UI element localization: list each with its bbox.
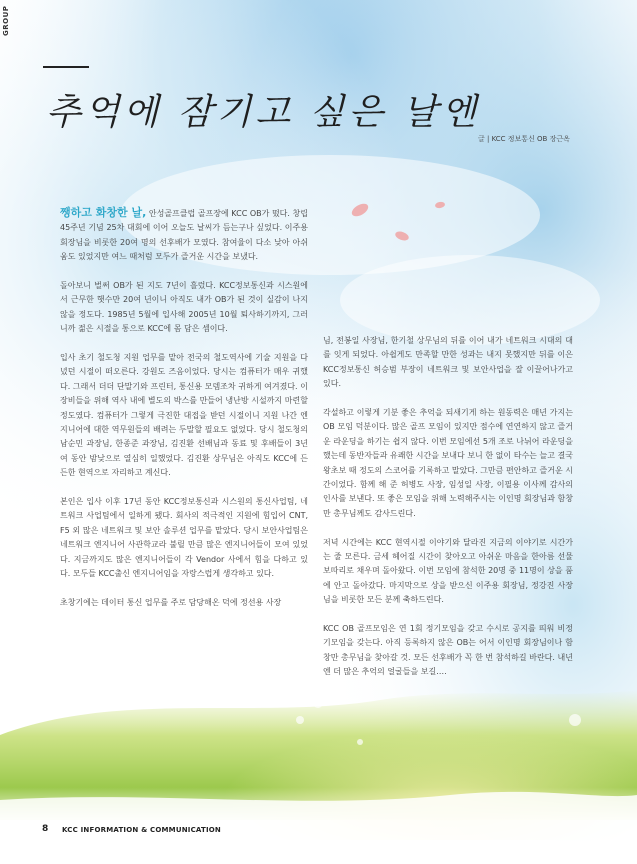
paragraph: 입사 초기 철도청 지원 업무를 맡아 전국의 철도역사에 기술 지원을 다녔던 시절이 떠오른다. 강원도 즈음이었다. 당시는 컴퓨터가 매우 귀했다. 그래서 더더 단말기와 프린터, 통신용 모뎀조차 귀하게 여겨졌다. 이 장비들을 위해 역사 내에 별도의 박스를 만들어 냉난방 시설까지 마련할 정도였다. 컴퓨터가 그렇게 극진한 대접을 받던 시절이니 지원 나간 엔지니어에 대한 역무원들의 배려는 두말할 필요도 없었다. 당시 철도청의 남순민 과장님, 한종준 과장님, 김진환 선배님과 동료 및 후배들이 3년여 동안 밤낮으로 열심히 일했었다. 김진환 상무님은 아직도 KCC에 든든한 현역으로 자리하고 계신다. [60,353,308,478]
lead-phrase: 쨍하고 화창한 날, [60,206,147,219]
left-column [60,206,308,625]
byline: 글 | KCC 정보통신 OB 장근옥 [478,135,570,143]
paragraph-text: 안성골프클럽 골프장에 KCC OB가 떴다. 창립 45주년 기념 25차 대회에 이어 오늘도 날씨가 듬는구나 싶었다. 이주용 회장님을 비롯한 20여 명의 선후배가 모였다. 참여율이 다소 낮아 아쉬움도 있었지만 여느 때처럼 모두가 즐거운 시간을 보냈다. [60,209,308,262]
title-rule [43,66,89,68]
paragraph: 각설하고 이렇게 기분 좋은 추억을 되새기게 하는 원동력은 매년 가지는 OB 모임 덕분이다. 많은 골프 모임이 있지만 점수에 연연하지 않고 즐거운 라운딩을 하기는 쉽지 않다. 이번 모임에선 5개 조로 나뉘어 라운딩을 했는데 동반자들과 유쾌한 시간을 보내다 보니 한 없이 타수는 늘고 결국 왕초보 때 정도의 스코어를 기록하고 말았다. 그만큼 편안하고 즐거운 시간이었다. 함께 해 준 허병도 사장, 임성일 사장, 이필용 이사께 감사의 인사를 보낸다. 또 좋은 모임을 위해 노력해주시는 이인명 회장님과 함창만 총무님께도 감사드린다. [323,408,573,518]
right-column [323,334,573,694]
paragraph: KCC OB 골프모임은 연 1회 정기모임을 갖고 수시로 공지를 띄워 비정기모임을 갖는다. 아직 등록하지 않은 OB는 어서 이인명 회장님이나 함창만 총무님을 찾아갈 것. 모든 선후배가 꼭 한 번 참석하길 바란다. 내년엔 더 많은 추억의 얼굴들을 보길…. [323,624,573,677]
paragraph: 초창기에는 데이터 통신 업무를 주로 담당해온 덕에 정선용 사장 [60,597,282,607]
section-tag: GROUP [2,5,10,36]
paragraph: 님, 전봉일 사장님, 한기철 상무님의 뒤를 이어 내가 네트워크 시대의 대를 잇게 되었다. 아쉽게도 만족할 만한 성과는 내지 못했지만 뒤를 이은 KCC정보통신 허승범 부장이 네트워크 및 보안사업을 잘 이끌어나가고 있다. [323,336,573,389]
page-number: 8 [42,824,49,834]
paragraph [60,206,308,265]
paragraph: 본인은 입사 이후 17년 동안 KCC정보통신과 시스원의 통신사업팀, 네트워크 사업팀에서 일하게 됐다. 회사의 적극적인 지원에 힘입어 CNT, F5 외 많은 네트워크 및 보안 솔루션 업무를 맡았다. 당시 보안사업팀은 네트워크 엔지니어 사관학교라 불릴 만큼 많은 엔지니어들이 모여 있었다. 지금까지도 많은 엔지니어들이 각 Vendor 사에서 힘을 다하고 있다. 모두들 KCC출신 엔지니어임을 자랑스럽게 생각하고 있다. [60,497,308,579]
paragraph: 저녁 시간에는 KCC 현역시절 이야기와 달라진 지금의 이야기로 시간가는 줄 모른다. 금세 헤어질 시간이 찾아오고 아쉬운 마음을 한아름 선물 보따리로 채우며 돌아왔다. 이번 모임에 참석한 20명 중 11명이 상을 품에 안고 돌아갔다. 마지막으로 상을 받으신 이주용 회장님, 정강진 사장님을 비롯한 모든 분께 축하드린다. [323,537,573,605]
paragraph: 돌아보니 벌써 OB가 된 지도 7년이 흘렀다. KCC정보통신과 시스원에서 근무한 햇수만 20여 년이니 아직도 내가 OB가 된 것이 실감이 나지 않을 정도다. 1985년 5월에 입사해 2005년 10월 퇴사하기까지, 그러니까 젊은 시절을 통으로 KCC에 몸 담은 셈이다. [60,281,308,334]
article-title: 추억에 잠기고 싶은 날엔 [46,92,481,133]
publication-name: KCC INFORMATION & COMMUNICATION [62,826,221,834]
